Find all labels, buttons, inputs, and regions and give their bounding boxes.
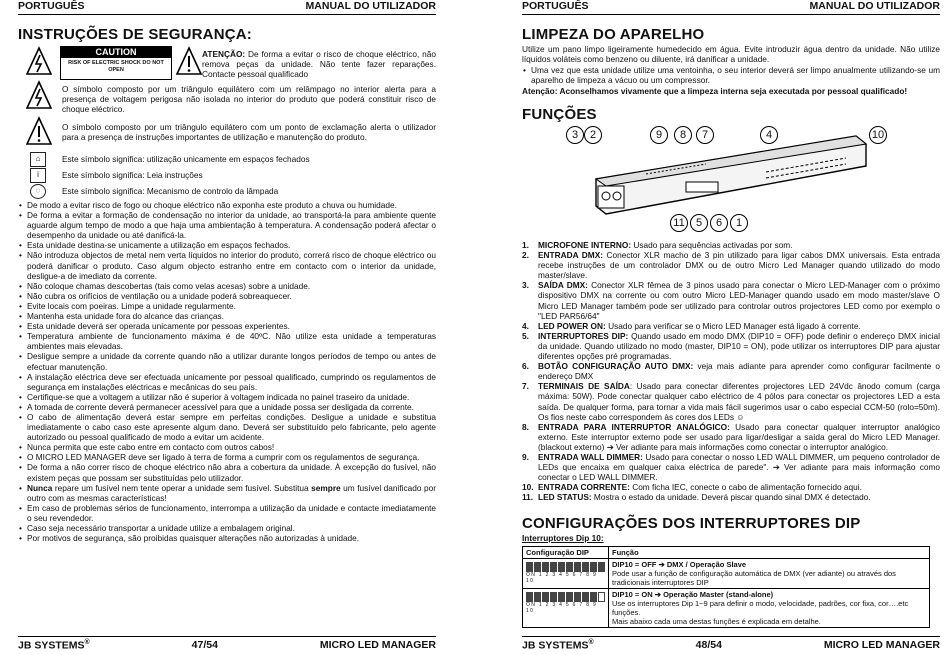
dip-switch-on-icon bbox=[526, 592, 605, 602]
footer-brand-text: JB SYSTEMS bbox=[522, 639, 589, 652]
list-item: • O MICRO LED MANAGER deve ser ligado à terra de forma a cumprir com os regulamentos de segurança. bbox=[18, 452, 436, 462]
row1-head: DIP10 = OFF ➔ DMX / Operação Slave bbox=[612, 560, 747, 569]
list-item-fuse bbox=[18, 483, 436, 503]
header-title: MANUAL DO UTILIZADOR bbox=[305, 0, 436, 12]
sempre-bold: sempre bbox=[311, 482, 341, 493]
footer-brand bbox=[18, 639, 90, 655]
list-item bbox=[522, 361, 940, 381]
item-label: TERMINAIS DE SAÍDA bbox=[538, 381, 630, 392]
list-item: • Não coloque chamas descobertas (tais como velas acesas) sobre a unidade. bbox=[18, 281, 436, 291]
list-item bbox=[522, 240, 940, 250]
list-item: • Em caso de problemas sérios de funcionamento, interrompa a utilização da unidade e contacte imediatamente o seu revendedor. bbox=[18, 503, 436, 523]
list-item: • Evite locais com poeiras. Limpe a unidade regularmente. bbox=[18, 301, 436, 311]
callout-10: 10 bbox=[869, 126, 887, 144]
lamp-control-icon: ◌ bbox=[30, 184, 46, 199]
callout-1: 1 bbox=[730, 214, 748, 232]
indoor-use-icon: ⌂ bbox=[30, 152, 46, 167]
item-text: Usado para verificar se o Micro LED Manager está ligado à corrente. bbox=[605, 320, 861, 331]
footer-page-number: 48/54 bbox=[695, 639, 722, 651]
item-label: MICROFONE INTERNO: bbox=[538, 240, 632, 250]
item-text: Usado para sequências activadas por som. bbox=[631, 240, 793, 250]
cleaning-bullets bbox=[522, 65, 940, 85]
page-footer bbox=[18, 636, 436, 655]
page-footer bbox=[522, 636, 940, 655]
list-item bbox=[522, 452, 940, 482]
dip-config-table bbox=[522, 546, 930, 628]
row2-text: Use os interruptores Dip 1~9 para definir o modo, velocidade, padrões, cor fixa, cor….etc funções. bbox=[612, 599, 909, 617]
read-symbol-text: Este símbolo significa: Leia instruções bbox=[62, 170, 203, 180]
item-number: 6. bbox=[522, 361, 529, 372]
item-number: 3. bbox=[522, 280, 529, 291]
section-title: INSTRUÇÕES DE SEGURANÇA: bbox=[18, 26, 252, 43]
list-item: • Uma vez que esta unidade utilize uma ventoinha, o seu interior deverá ser limpo anualmente utilizando-se um aparelho de limpeza a vácuo ou um compressor. bbox=[522, 65, 940, 85]
table-header-row bbox=[523, 547, 930, 559]
left-page bbox=[18, 0, 436, 654]
list-item: • De forma a não correr risco de choque eléctrico não abra a cobertura da unidade. À excepção do fusível, não existem peças que possam ser substituídas pelo utilizador. bbox=[18, 462, 436, 482]
item-number: 1. bbox=[522, 240, 529, 250]
callout-8: 8 bbox=[674, 126, 692, 144]
page-header bbox=[18, 0, 436, 15]
list-item: • Desligue sempre a unidade da corrente quando não a utilizar durante longos períodos de tempo ou antes de efectuar manutenção. bbox=[18, 351, 436, 371]
dip-label bbox=[526, 572, 605, 584]
list-item: • Esta unidade deverá ser operada unicamente por pessoas experientes. bbox=[18, 321, 436, 331]
footer-product: MICRO LED MANAGER bbox=[319, 639, 436, 651]
list-item bbox=[522, 321, 940, 331]
item-label: ENTRADA CORRENTE: bbox=[538, 482, 630, 493]
lamp-symbol-text: Este símbolo significa: Mecanismo de controlo da lâmpada bbox=[62, 186, 279, 196]
column-header: Função bbox=[609, 547, 930, 559]
list-item: • A instalação eléctrica deve ser efectuada unicamente por pessoal qualificado, cumprindo os regulamentos de segurança em instalações eléctricas e mecânicas do seu país. bbox=[18, 372, 436, 392]
exclamation-symbol-icon bbox=[26, 116, 52, 146]
list-item bbox=[522, 492, 940, 502]
row2-text2: Mais abaixo cada uma destas funções é explicada em detalhe. bbox=[612, 617, 821, 626]
item-label: BOTÃO CONFIGURAÇÃO AUTO DMX: bbox=[538, 361, 694, 372]
callout-2: 2 bbox=[584, 126, 602, 144]
safety-bullet-list bbox=[18, 200, 436, 543]
list-item: • De forma a evitar a formação de condensação no interior da unidade, ao transportá-la para ambiente quente aguarde algum tempo de modo a que haja uma ambientação à temperatura. A condensação poderá afectar o desempenho da unidade ou até danificá-la. bbox=[18, 210, 436, 240]
item-number: 4. bbox=[522, 320, 529, 331]
column-header: Configuração DIP bbox=[523, 547, 609, 559]
item-text: Usado para conectar qualquer interruptor analógico externo. Este interruptor externo pode ser usado para ligar/desligar a saída geral do Micro LED Manager. (blackout externo) ➔ Ver adiante para mais informações como conectar o interruptor analógico. bbox=[538, 421, 940, 452]
cleaning-attention: Atenção: Aconselhamos vivamente que a limpeza interna seja executada por pessoal qualificado! bbox=[522, 86, 908, 96]
footer-page-number: 47/54 bbox=[191, 639, 218, 651]
callout-5: 5 bbox=[690, 214, 708, 232]
dip-label bbox=[526, 602, 605, 614]
list-item: • De modo a evitar risco de fogo ou choque eléctrico não exponha este produto a chuva ou humidade. bbox=[18, 200, 436, 210]
list-item: • Não introduza objectos de metal nem verta líquidos no interior do produto, correrá risco de choque eléctrico ou poderá danificar o produto. Caso algum objecto estranho entre em contacto com o interior da unidade, desligue-a de imediato da corrente. bbox=[18, 250, 436, 280]
table-row bbox=[523, 589, 930, 628]
list-item: • Mantenha esta unidade fora do alcance das crianças. bbox=[18, 311, 436, 321]
item-label: LED STATUS: bbox=[538, 492, 592, 503]
list-item bbox=[522, 250, 940, 280]
atencao-text: De forma a evitar o risco de choque eléctrico, não remova peças da unidade. Não tente fazer reparações. Contacte pessoal qualificado bbox=[202, 49, 436, 80]
function-cell bbox=[609, 559, 930, 589]
dip-numbers: 1 2 3 4 5 6 7 8 9 10 bbox=[526, 602, 598, 614]
list-item bbox=[522, 482, 940, 492]
item-text: Mostra o estado da unidade. Deverá piscar quando sinal DMX é detectado. bbox=[591, 492, 871, 503]
list-item: • O cabo de alimentação deverá estar sempre em perfeitas condições. Desligue a unidade e substitua imediatamente o cabo caso este apresente algum dano. Deverá ser substituído pelo fabricante, pelo agente autorizado ou pessoal qualificado de modo a evitar um acidente. bbox=[18, 412, 436, 442]
dip-switch-off-icon bbox=[526, 562, 605, 572]
dip-switch-on-cell bbox=[523, 589, 609, 628]
item-text: Com ficha IEC, conecte o cabo de alimentação fornecido aqui. bbox=[629, 482, 862, 493]
item-number: 2. bbox=[522, 250, 529, 261]
list-item: • A tomada de corrente deverá permanecer acessível para que a unidade possa ser desligada da corrente. bbox=[18, 402, 436, 412]
item-text: : Usado para conectar diferentes projectores LED 24Vdc ânodo comum (carga máxima: 50W). Pode conectar qualquer cabo eléctrico de 4 pólos para conectar os projectores LED a esta saída. De qualquer forma, para tornar a vida mais fácil sugerimos usar o cabo especial CCM-50 (rolo=50m). Os fios neste cabo correspondem às cores dos LEDs ☺ bbox=[538, 381, 940, 422]
callout-11: 11 bbox=[670, 214, 688, 232]
caution-title: CAUTION bbox=[61, 47, 171, 58]
header-title: MANUAL DO UTILIZADOR bbox=[809, 0, 940, 12]
lightning-warning-icon bbox=[26, 46, 52, 76]
caution-label bbox=[60, 46, 172, 80]
functions-list bbox=[522, 240, 940, 502]
list-item: • Nunca permita que este cabo entre em contacto com outros cabos! bbox=[18, 442, 436, 452]
exclamation-symbol-text: O símbolo composto por um triângulo equilátero com um ponto de exclamação alerta o utilizador para a presença de instruções importantes de utilização e manutenção do produto. bbox=[62, 122, 436, 143]
functions-title: FUNÇÕES bbox=[522, 106, 597, 123]
item-number: 8. bbox=[522, 421, 529, 432]
row1-text: Pode usar a função de configuração automática de DMX (ver adiante) ou através dos tradicionais interruptores DIP bbox=[612, 569, 896, 587]
item-label: SAÍDA DMX: bbox=[538, 280, 588, 291]
caution-subtitle: RISK OF ELECTRIC SHOCK DO NOT OPEN bbox=[68, 60, 164, 73]
list-item bbox=[522, 280, 940, 320]
list-item: • Esta unidade destina-se unicamente a utilização em espaços fechados. bbox=[18, 240, 436, 250]
callout-4: 4 bbox=[760, 126, 778, 144]
list-item bbox=[522, 422, 940, 452]
item-text: veja mais adiante para aprender como configurar facilmente o endereço DMX bbox=[538, 361, 940, 382]
dip-switch-off-cell bbox=[523, 559, 609, 589]
cleaning-title: LIMPEZA DO APARELHO bbox=[522, 26, 705, 43]
list-item: • Temperatura ambiente de funcionamento máxima é de 40ºC. Não utilize esta unidade a temperaturas ambientes mais elevadas. bbox=[18, 331, 436, 351]
list-item: • Caso seja necessário transportar a unidade utilize a embalagem original. bbox=[18, 523, 436, 533]
dip-title: CONFIGURAÇÕES DOS INTERRUPTORES DIP bbox=[522, 515, 861, 532]
list-item bbox=[522, 331, 940, 361]
atencao-paragraph bbox=[202, 49, 436, 79]
item-number: 11. bbox=[522, 492, 534, 503]
item-label: INTERRUPTORES DIP: bbox=[538, 330, 629, 341]
on-label: ON bbox=[526, 602, 537, 608]
list-item: • Por motivos de segurança, são proibidas quaisquer alterações não autorizadas à unidade. bbox=[18, 533, 436, 543]
footer-brand bbox=[522, 639, 594, 655]
fuse-text-b: um fusível danificado por outro com as mesmas características! bbox=[27, 482, 437, 503]
read-instructions-icon: i bbox=[30, 168, 46, 183]
table-row bbox=[523, 559, 930, 589]
item-number: 5. bbox=[522, 330, 529, 341]
item-label: ENTRADA WALL DIMMER: bbox=[538, 451, 643, 462]
fuse-text-a: repare um fusível nem tente operar a unidade sem fusível. Substitua bbox=[52, 482, 312, 493]
on-label: ON bbox=[526, 572, 537, 578]
atencao-label: ATENÇÃO: bbox=[202, 49, 246, 59]
cleaning-text: Utilize um pano limpo ligeiramente humedecido em água. Evite introduzir água dentro da unidade. Não utilize líquidos voláteis como benzeno ou diluente, irá danificar a unidade. bbox=[522, 44, 940, 65]
function-cell bbox=[609, 589, 930, 628]
footer-brand-text: JB SYSTEMS bbox=[18, 639, 85, 652]
header-language: PORTUGUÊS bbox=[522, 0, 589, 12]
exclamation-warning-icon bbox=[176, 46, 202, 76]
item-number: 7. bbox=[522, 381, 529, 392]
item-text: Conector XLR macho de 3 pin utilizado para ligar cabos DMX universais. Esta entrada recebe instruções de um controlador DMX ou de outro Micro Led Manager quando utilizado do modo master/slave. bbox=[538, 250, 940, 281]
list-item: • Não cubra os orifícios de ventilação ou a unidade poderá sobreaquecer. bbox=[18, 291, 436, 301]
row2-head: DIP10 = ON ➔ Operação Master (stand-alone) bbox=[612, 590, 774, 599]
callout-9: 9 bbox=[650, 126, 668, 144]
page-header bbox=[522, 0, 940, 15]
header-language: PORTUGUÊS bbox=[18, 0, 85, 12]
registered-mark: ® bbox=[84, 639, 90, 646]
list-item: • Certifique-se que a voltagem a utilizar não é superior à voltagem indicada no painel traseiro da unidade. bbox=[18, 392, 436, 402]
item-label: LED POWER ON: bbox=[538, 320, 606, 331]
item-text: Quando usado em modo DMX (DIP10 = OFF) pode definir o endereço DMX inicial da unidade. Quando utilizado no modo (master, DIP10 = ON), pode utilizar os interruptores DIP para ajustar diferentes opções pré programadas. bbox=[538, 330, 940, 362]
item-number: 10. bbox=[522, 482, 534, 493]
callout-6: 6 bbox=[710, 214, 728, 232]
lightning-symbol-text: O símbolo composto por um triângulo equilátero com um relâmpago no interior alerta para a presença de voltagem perigosa não isolada no interior do produto que poderá constituir risco de choque eléctrico. bbox=[62, 84, 436, 115]
device-diagram bbox=[566, 124, 896, 234]
nunca-bold: Nunca bbox=[27, 482, 53, 493]
registered-mark: ® bbox=[588, 639, 594, 646]
item-number: 9. bbox=[522, 451, 529, 462]
item-label: ENTRADA PARA INTERRUPTOR ANALÓGICO: bbox=[538, 421, 730, 432]
callout-7: 7 bbox=[696, 126, 714, 144]
lightning-symbol-icon bbox=[26, 80, 52, 110]
callout-3: 3 bbox=[566, 126, 584, 144]
item-label: ENTRADA DMX: bbox=[538, 250, 603, 261]
indoor-symbol-text: Este símbolo significa: utilização unicamente em espaços fechados bbox=[62, 154, 310, 164]
item-text: Usado para conectar o nosso LED WALL DIMMER, um pequeno controlador de LEDs que encaixa em qualquer caixa eléctrica de parede". ➔ Ver adiante para mais informação como conectar o LED WALL DIMMER. bbox=[538, 451, 940, 483]
dip-numbers: 1 2 3 4 5 6 7 8 9 10 bbox=[526, 572, 598, 584]
item-text: Conector XLR fêmea de 3 pinos usado para conectar o Micro LED-Manager com o próximo dispositivo DMX na corrente ou com outro Micro LED-Manager quando usado em modo master/slave O Micro LED Manager também pode ser utilizado para controlar outros projectores LED como por exemplo o "LED PAR56/64" bbox=[538, 280, 940, 321]
footer-product: MICRO LED MANAGER bbox=[823, 639, 940, 651]
dip-subtitle: Interruptores Dip 10: bbox=[522, 533, 604, 543]
list-item bbox=[522, 381, 940, 421]
